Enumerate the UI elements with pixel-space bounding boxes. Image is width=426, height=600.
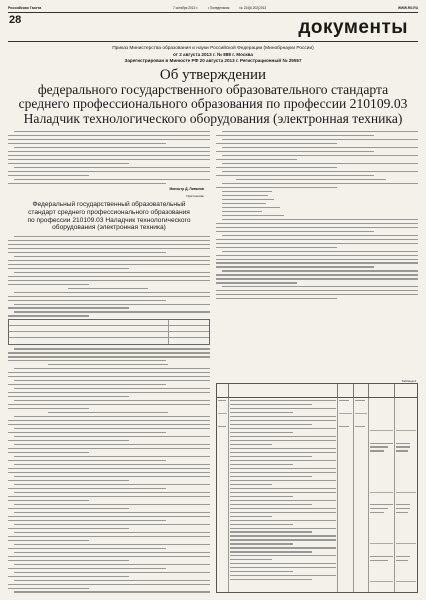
left-column [8, 131, 210, 593]
issue-weekday: • Понедельник [207, 6, 230, 10]
appendix-label: Приложение [186, 194, 204, 199]
issue-info [173, 6, 266, 10]
document-title [8, 68, 418, 126]
order-issuer: Приказ Министерства образования и науки Российской Федерации (Минобрнауки России) [112, 46, 314, 52]
newspaper-name: Российская Газета [8, 6, 42, 10]
table-2 [216, 383, 418, 593]
site-url: WWW.RG.RU [397, 6, 418, 10]
body-columns [8, 131, 418, 593]
table-2-header [217, 384, 417, 398]
title-line-2: федерального государственного образовательного стандарта [37, 81, 389, 97]
title-line-4: Наладчик технологического оборудования (электронная техника) [23, 110, 403, 126]
masthead [8, 6, 418, 13]
rubric-divider [8, 41, 418, 42]
minister-signature: Министр Д. Ливанов [169, 186, 204, 191]
section-3-text [8, 348, 210, 593]
order-header [8, 46, 418, 64]
intro-paragraph [8, 131, 210, 184]
right-column [216, 131, 418, 593]
section-2-text [8, 288, 210, 317]
title-line-1: Об утверждении [159, 67, 267, 84]
order-registration: Зарегистрирован в Минюсте РФ 20 августа 2013 г. Регистрационный № 29557 [124, 58, 302, 64]
title-line-3: среднего профессионального образования по профессии 210109.03 [18, 96, 408, 112]
order-date-number: от 2 августа 2013 г. № 888 г. Москва [172, 52, 253, 58]
table-2-body [217, 398, 417, 592]
issue-number: № 224(6.202)2013 [239, 6, 267, 10]
section-1-text [8, 236, 210, 285]
table-1 [8, 319, 210, 345]
standard-title: Федеральный государственный образовательный стандарт среднего профессионального образования по профессии 210109.03 Наладчик технологического оборудования (электронная техника) [27, 201, 191, 232]
section-rubric: документы [298, 17, 408, 38]
right-text-top [216, 131, 418, 299]
page-number: 28 [9, 14, 22, 26]
issue-date: 7 октября 2013 г. [173, 6, 198, 10]
table-2-caption: Таблица 2 [401, 379, 416, 383]
